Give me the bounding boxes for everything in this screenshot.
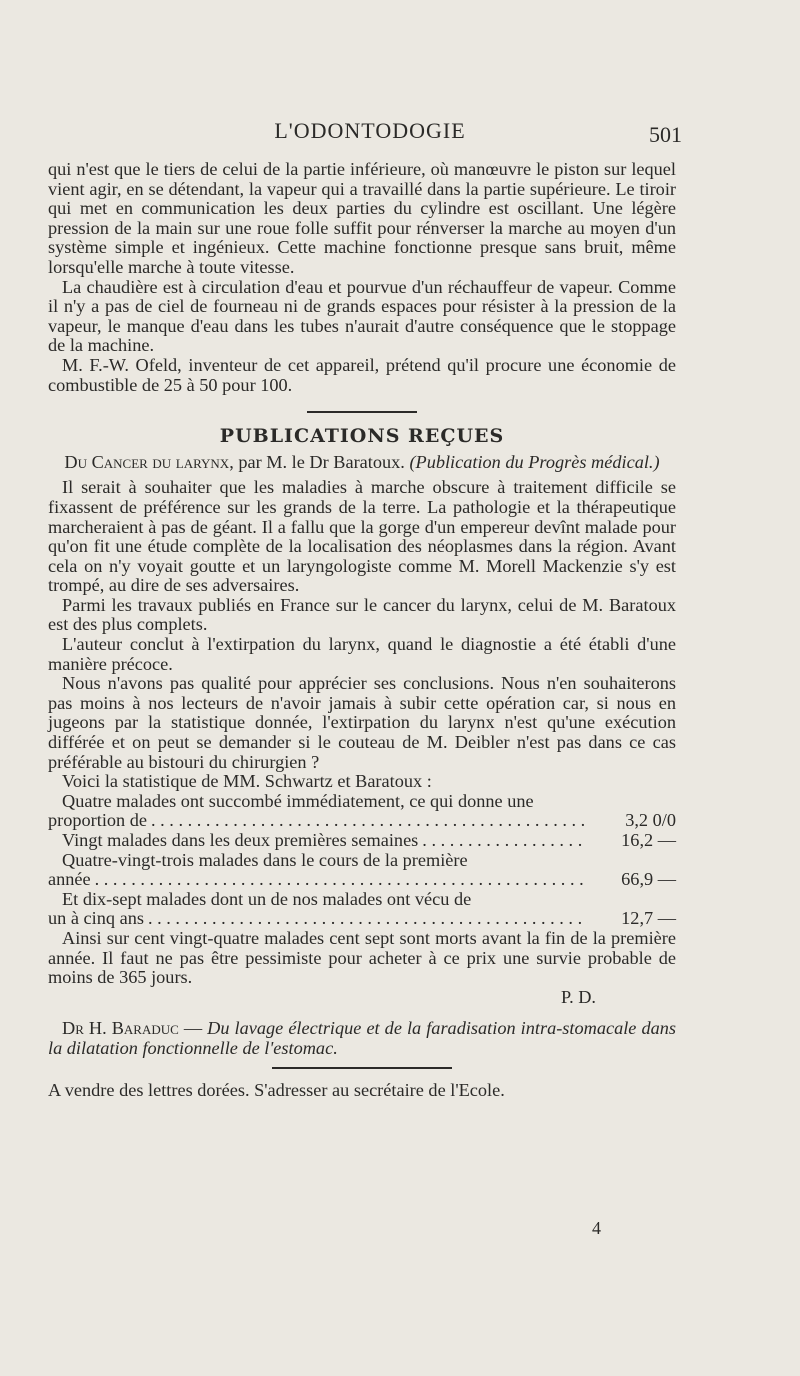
page-body (48, 160, 676, 1100)
page-header (0, 118, 800, 148)
dot-leader (148, 909, 588, 929)
school-notice: A vendre des lettres dorées. S'adresser au secrétaire de l'Ecole. (48, 1079, 505, 1100)
citation-title: Du Cancer du larynx (64, 451, 230, 472)
article-paragraph-2: La chaudière est à circulation d'eau et pourvue d'un réchauffeur de vapeur. Comme il n'y a pas de ciel de fourneau ni de grands espaces pour résister à la pression de la vapeur, le manque d'eau dans les tubes n'aurait d'autre conséquence que le stoppage de la machine. (48, 276, 676, 356)
stat-label: Vingt malades dans les deux premières semaines (62, 830, 419, 850)
stat-value: 12,7 — (621, 908, 676, 929)
page-number: 501 (649, 122, 682, 147)
article-paragraph-3: M. F.-W. Ofeld, inventeur de cet appareil, prétend qu'il procure une économie de combustible de 25 à 50 pour 100. (48, 354, 676, 395)
stat-intro-1: Quatre malades ont succombé immédiatement, ce qui donne une (62, 790, 534, 811)
review-signature: P. D. (560, 986, 596, 1007)
dot-leader (95, 870, 588, 890)
running-title: L'ODONTODOGIE (274, 118, 466, 143)
review-paragraph-3: L'auteur conclut à l'extirpation du larynx, quand le diagnostie a été établi d'une manière précoce. (48, 634, 676, 674)
stat-label: un à cinq ans (48, 908, 144, 929)
stat-value: 16,2 — (621, 830, 676, 850)
stat-label: année (48, 869, 91, 890)
review-citation (48, 453, 676, 473)
dot-leader (151, 811, 588, 831)
review-paragraph-6: Ainsi sur cent vingt-quatre malades cent sept sont morts avant la fin de la première année. Il faut ne pas être pessimiste pour acheter à ce prix une survie probable de moins de 365 jours. (48, 927, 676, 988)
stat-intro-3: Quatre-vingt-trois malades dans le cours de la première (62, 849, 468, 870)
dot-leader (422, 831, 588, 851)
second-entry-dash: — (178, 1018, 208, 1039)
citation-source: (Publication du Progrès médical.) (409, 451, 660, 472)
stat-row (48, 870, 676, 890)
section-divider (307, 411, 417, 413)
stat-value: 3,2 0/0 (625, 810, 676, 831)
stat-value: 66,9 — (621, 869, 676, 890)
stat-intro-4: Et dix-sept malades dont un de nos malades ont vécu de (62, 888, 472, 909)
second-publication-entry (48, 1019, 676, 1058)
citation-author: , par M. le Dr Baratoux. (229, 451, 410, 472)
statistics-list (48, 792, 676, 929)
review-paragraph-5: Voici la statistique de MM. Schwartz et Baratoux : (62, 771, 432, 792)
article-paragraph-1: qui n'est que le tiers de celui de la partie inférieure, où manœuvre le piston sur lequel vient agir, en se détendant, la vapeur qui a travaillé dans la partie supérieure. Le tiroir qui met en communication les deux parties du cylindre est oscillant. Une légère pression de la main sur une roue folle suffit pour rénverser la marche au moyen d'un système simple et ingénieux. Cette machine fonctionne presque sans bruit, même lorsqu'elle marche à toute vitesse. (48, 159, 676, 277)
review-paragraph-1: Il serait à souhaiter que les maladies à marche obscure à traitement difficile se fixassent de préférence sur les grands de la terre. La pathologie et la thérapeutique marcheraient à pas de géant. Il a fallu que la gorge d'un empereur devînt malade pour qu'on fit une étude complète de la localisation des néoplasmes dans la région. Avant cela on n'y voyait goutte et un laryngologiste comme M. Morell Mackenzie s'y est trompé, au dire de ses adversaires. (48, 477, 676, 596)
review-paragraph-4: Nous n'avons pas qualité pour apprécier ses conclusions. Nous n'en souhaiterons pas moins à nos lecteurs de n'avoir jamais à subir cette opération car, si nous en jugeons par la statistique donnée, l'extirpation du larynx n'est qu'une exécution différée et on peut se demander si le couteau de M. Deibler n'est pas dans ce cas préférable au bistouri du chirurgien ? (48, 673, 676, 772)
stat-row (48, 909, 676, 929)
signature-mark: 4 (592, 1218, 601, 1238)
stat-label: proportion de (48, 810, 148, 831)
notice-divider (272, 1067, 452, 1069)
review-paragraph-2: Parmi les travaux publiés en France sur le cancer du larynx, celui de M. Baratoux est des plus complets. (48, 594, 676, 635)
second-entry-author: Dr H. Baraduc (62, 1018, 179, 1039)
section-title: PUBLICATIONS REÇUES (219, 425, 505, 448)
stat-row (48, 811, 676, 831)
stat-row (48, 831, 676, 851)
second-entry-title: Du lavage électrique et de la faradisation intra-stomacale dans la dilatation fonctionnelle de l'estomac. (48, 1018, 676, 1058)
